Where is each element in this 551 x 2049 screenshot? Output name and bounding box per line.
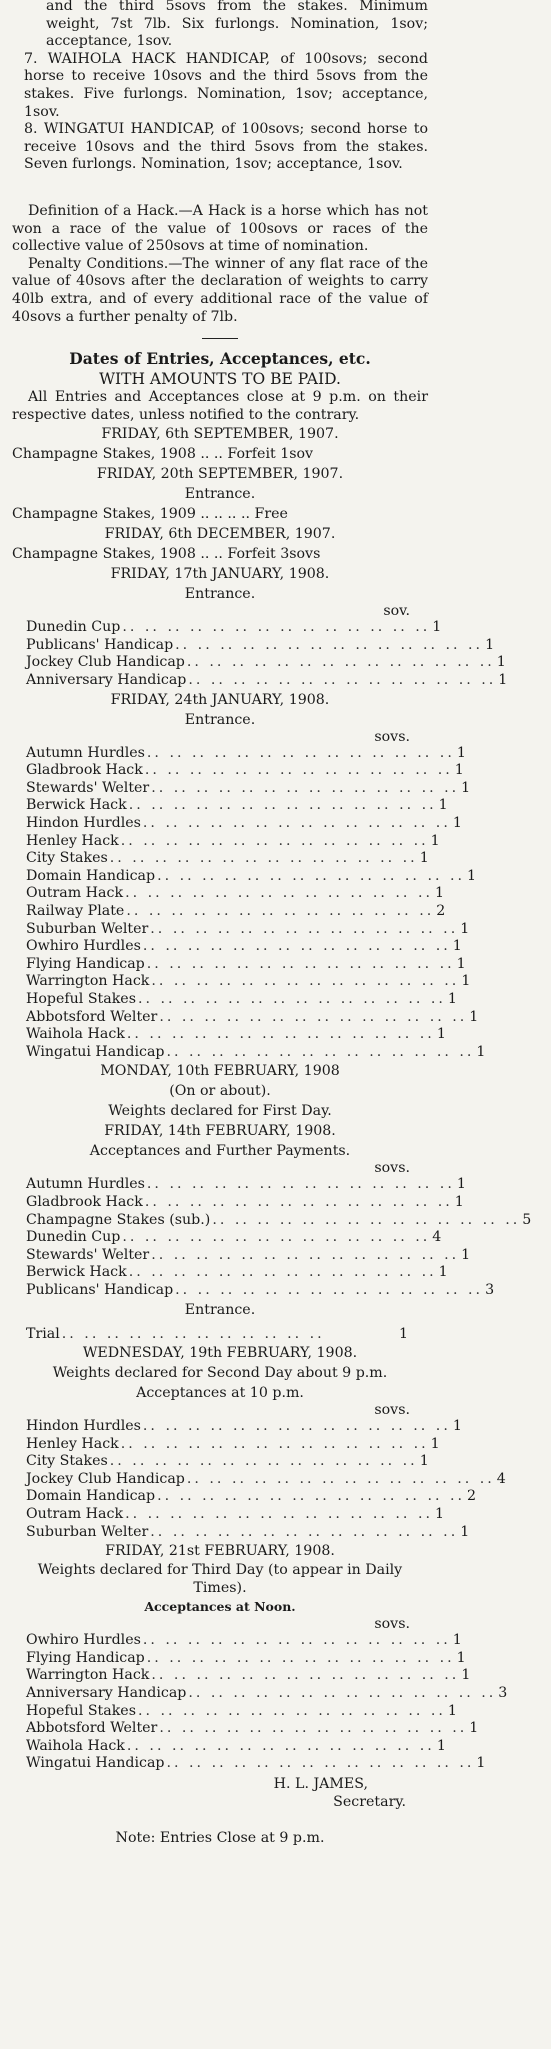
unit-label: sovs.	[374, 728, 410, 745]
race-name: Hindon Hurdles	[26, 815, 141, 832]
race-name: Flying Handicap	[26, 955, 145, 972]
race-name: Wingatui Handicap	[26, 1755, 165, 1772]
race-fee: 1	[419, 1453, 429, 1470]
race-list	[12, 1632, 508, 1773]
race-row	[12, 1506, 444, 1524]
race-name: Gladbrook Hack	[26, 762, 143, 779]
race-row	[12, 1755, 486, 1773]
leader-dots: .. .. .. .. .. .. .. .. .. .. .. .. .. ..	[159, 1720, 468, 1737]
champagne-1909-free: Champagne Stakes, 1909 .. .. .. .. Free	[12, 506, 288, 523]
leader-dots: .. .. .. .. .. .. .. .. .. .. .. .. .. ..	[142, 1632, 451, 1649]
leader-dots: .. .. .. .. .. .. .. .. .. .. .. .. .. ..	[120, 1435, 429, 1452]
race-row	[12, 815, 462, 833]
race-fee: 1	[456, 955, 466, 972]
race-row	[12, 1435, 440, 1454]
acceptances-noon: Acceptances at Noon.	[144, 1599, 296, 1615]
close-note: All Entries and Acceptances close at 9 p.m. on their respective dates, unless notified to the contrary.	[12, 389, 428, 423]
trial-row	[12, 1326, 428, 1344]
leader-dots: .. .. .. .. .. .. .. .. .. .. .. .. .. ..	[157, 1488, 465, 1505]
race-row	[12, 1702, 457, 1721]
race-row	[12, 779, 471, 798]
race-fee: 4	[496, 1470, 506, 1487]
race-name: City Stakes	[26, 1453, 108, 1470]
race-row	[12, 1667, 471, 1685]
leader-dots: .. .. .. .. .. .. .. .. .. .. .. .. .. ..	[212, 1211, 521, 1228]
race-fee: 1	[452, 1632, 462, 1649]
race-row	[12, 973, 471, 991]
race-name: Warrington Hack	[26, 973, 150, 990]
leader-dots: .. .. .. .. .. .. .. .. .. .. .. .. .. ..	[126, 1026, 435, 1043]
leader-dots: .. .. .. .. .. .. .. .. .. .. .. .. .. ..	[188, 672, 497, 689]
race-name: Owhiro Hurdles	[26, 938, 141, 955]
race-name: Flying Handicap	[26, 1649, 145, 1666]
race-row	[12, 1008, 479, 1027]
race-row	[12, 672, 508, 690]
date-21-february: FRIDAY, 21st FEBRUARY, 1908.	[105, 1543, 335, 1560]
race-fee: 5	[522, 1211, 532, 1228]
leader-dots: .. .. .. .. .. .. .. .. .. .. .. .. .. ..	[122, 1229, 431, 1246]
race-row	[12, 1176, 466, 1194]
leader-dots: .. .. .. .. .. .. .. .. .. .. .. .. .. ..	[120, 832, 429, 849]
entrance-label: Entrance.	[184, 486, 256, 503]
race-fee: 1	[430, 832, 440, 849]
entries-close-note: Note: Entries Close at 9 p.m.	[115, 1830, 325, 1846]
race-fee: 3	[498, 1685, 508, 1702]
race-fee: 1	[469, 1720, 479, 1737]
race-row	[12, 1418, 462, 1436]
race-name: Wingatui Handicap	[26, 1043, 165, 1060]
race-name: Henley Hack	[26, 832, 119, 849]
leader-dots: .. .. .. .. .. .. .. .. .. .. .. .. .. ..	[166, 1043, 475, 1060]
race-fee: 1	[434, 1506, 444, 1523]
leader-dots: .. .. .. .. .. .. .. .. .. .. .. .. .. ..	[122, 619, 431, 636]
leader-dots: .. .. .. .. .. .. .. .. .. .. .. .. .. ..	[137, 1702, 446, 1719]
entrance-label: Entrance.	[184, 711, 256, 728]
race-fee: 1	[436, 1026, 446, 1043]
leader-dots: .. .. .. .. .. .. .. .. .. .. .. .. .. ..	[188, 1685, 497, 1702]
item-6-continued: and the third 5sovs from the stakes. Minimum weight, 7st 7lb. Six furlongs. Nomination, 1sov; acceptance, 1sov.	[46, 0, 428, 50]
race-list	[12, 1418, 506, 1541]
leader-dots: .. .. .. .. .. .. .. .. .. .. .. .. .. ..	[128, 797, 437, 814]
race-row	[12, 1649, 466, 1668]
race-row	[12, 1685, 508, 1703]
race-name: Abbotsford Welter	[26, 1008, 158, 1025]
date-24-january: FRIDAY, 24th JANUARY, 1908.	[110, 691, 330, 708]
race-fee: 1	[438, 1264, 448, 1281]
entrance-label: Entrance.	[184, 1301, 256, 1318]
race-name: Warrington Hack	[26, 1667, 150, 1684]
race-fee: 1	[467, 867, 477, 884]
race-name: Anniversary Handicap	[26, 672, 187, 689]
race-fee: 1	[498, 672, 508, 689]
divider	[202, 338, 238, 339]
race-name: Dunedin Cup	[26, 1229, 121, 1246]
leader-dots: .. .. .. .. .. .. .. .. .. .. .. .. .. ..	[126, 1737, 435, 1754]
race-fee: 1	[476, 1043, 486, 1060]
race-row	[12, 867, 477, 886]
leader-dots: .. .. .. .. .. .. .. .. .. .. .. .. .. ..	[159, 1008, 468, 1025]
race-fee: 4	[432, 1229, 442, 1246]
race-name: Autumn Hurdles	[26, 744, 145, 761]
race-fee: 1	[456, 744, 466, 761]
leader-dots: .. .. .. .. .. .. .. .. .. .. .. .. .. ..	[125, 885, 433, 902]
unit-label: sov.	[383, 603, 410, 620]
secretary-name: H. L. JAMES,	[273, 1776, 368, 1792]
race-fee: 1	[419, 850, 429, 867]
race-fee: 1	[432, 619, 442, 636]
item-7: 7. WAIHOLA HACK HANDICAP, of 100sovs; second horse to receive 10sovs and the third 5sovs from the stakes. Five furlongs. Nomination, 1sov; acceptance, 1sov.	[24, 50, 428, 120]
race-fee: 1	[452, 938, 462, 955]
race-row	[12, 1488, 477, 1506]
race-row	[12, 955, 466, 974]
race-name: Hindon Hurdles	[26, 1418, 141, 1435]
race-fee: 3	[485, 1281, 495, 1298]
race-row	[12, 619, 442, 637]
leader-dots: .. .. .. .. .. .. .. .. .. .. .. .. .. ..	[151, 973, 460, 990]
race-fee: 1	[447, 990, 457, 1007]
race-row	[12, 1281, 495, 1300]
race-fee: 1	[461, 779, 471, 796]
race-row	[12, 762, 464, 780]
leader-dots: .. .. .. .. .. .. .. .. .. .. .. .. .. ..	[128, 1264, 437, 1281]
race-fee: 1	[454, 762, 464, 779]
race-fee: 2	[436, 903, 446, 919]
leader-dots: .. .. .. .. .. .. .. .. .. .. .. .. .. ..	[175, 636, 484, 653]
race-name: Domain Handicap	[26, 867, 156, 884]
race-name: Stewards' Welter	[26, 779, 150, 796]
race-row	[12, 1264, 448, 1282]
entrance-label: Entrance.	[184, 586, 256, 603]
on-or-about: (On or about).	[169, 1083, 271, 1100]
leader-dots: .. .. .. .. .. .. .. .. .. .. .. .. .. ..	[186, 654, 495, 671]
race-fee: 1	[430, 1435, 440, 1452]
race-name: City Stakes	[26, 850, 108, 867]
leader-dots: .. .. .. .. .. .. .. .. .. .. .. .. .. ..	[125, 1506, 433, 1523]
race-row	[12, 636, 495, 655]
race-list	[12, 744, 486, 1062]
leader-dots: .. .. .. .. .. .. .. .. .. .. .. .. .. ..	[109, 1453, 418, 1470]
leader-dots: .. .. .. .. .. .. .. .. .. .. .. .. .. ..	[142, 815, 451, 832]
race-name: Abbotsford Welter	[26, 1720, 158, 1737]
race-name: Henley Hack	[26, 1435, 119, 1452]
race-fee: 1	[434, 885, 444, 902]
race-fee: 1	[476, 1755, 486, 1772]
race-fee: 1	[454, 1193, 464, 1210]
race-row	[12, 1453, 428, 1471]
leader-dots: .. .. .. .. .. .. .. .. .. .. .. .. .. ..	[186, 1470, 495, 1487]
leader-dots: .. .. .. .. .. .. .. .. .. .. .. .. .. ..	[151, 779, 460, 796]
race-fee: 1	[456, 1649, 466, 1666]
race-fee: 1	[460, 920, 470, 937]
race-row	[12, 938, 462, 956]
weights-second-day: Weights declared for Second Day about 9 p.m.	[52, 1365, 388, 1382]
race-row	[12, 1193, 464, 1212]
race-row	[12, 850, 428, 868]
race-name: Hopeful Stakes	[26, 1702, 136, 1719]
race-fee: 1	[485, 636, 495, 653]
race-fee: 1	[469, 1008, 479, 1025]
race-name: Outram Hack	[26, 1506, 124, 1523]
leader-dots: .. .. .. .. .. .. .. .. .. .. .. .. .. ..	[151, 1246, 460, 1263]
leader-dots: .. .. .. .. .. .. .. .. .. .. .. .. .. ..	[166, 1755, 475, 1772]
race-row	[12, 1026, 446, 1044]
race-fee: 1	[461, 1246, 471, 1263]
race-fee: 1	[456, 1176, 466, 1193]
race-row	[12, 903, 446, 921]
race-row	[12, 990, 457, 1009]
race-fee: 1	[452, 1418, 462, 1435]
unit-label: sovs.	[374, 1616, 410, 1633]
race-fee: 1	[438, 797, 448, 814]
race-name: Dunedin Cup	[26, 619, 121, 636]
date-6-september: FRIDAY, 6th SEPTEMBER, 1907.	[101, 426, 339, 443]
race-name: Waihola Hack	[26, 1026, 125, 1043]
penalty-conditions: Penalty Conditions.—The winner of any flat race of the value of 40sovs after the declaration of weights to carry 40lb extra, and of every additional race of the value of 40sovs a further penalty of 7lb.	[12, 255, 428, 325]
race-name: Suburban Welter	[26, 1523, 149, 1540]
race-name: Jockey Club Handicap	[26, 1470, 185, 1487]
champagne-1908-forfeit: Champagne Stakes, 1908 .. .. Forfeit 1sov	[12, 446, 314, 463]
leader-dots: .. .. .. .. .. .. .. .. .. .. .. .. .. ..	[144, 1193, 453, 1210]
race-row	[12, 1043, 486, 1062]
race-name: Publicans' Handicap	[26, 636, 174, 653]
date-19-february: WEDNESDAY, 19th FEBRUARY, 1908.	[82, 1345, 358, 1362]
race-row	[12, 654, 506, 672]
race-name: Gladbrook Hack	[26, 1193, 143, 1210]
race-row	[12, 1211, 532, 1230]
date-10-february: MONDAY, 10th FEBRUARY, 1908	[100, 1063, 340, 1080]
item-8: 8. WINGATUI HANDICAP, of 100sovs; second horse to receive 10sovs and the third 5sovs from the stakes. Seven furlongs. Nomination, 1sov; acceptance, 1sov.	[24, 121, 428, 173]
race-row	[12, 920, 470, 939]
race-row	[12, 797, 448, 815]
race-name: Publicans' Handicap	[26, 1281, 174, 1298]
weights-third-day: Weights declared for Third Day (to appear in Daily Times).	[37, 1562, 403, 1597]
race-row	[12, 744, 466, 763]
race-row	[12, 1632, 462, 1650]
race-name: Hopeful Stakes	[26, 990, 136, 1007]
date-20-september: FRIDAY, 20th SEPTEMBER, 1907.	[96, 466, 344, 483]
leader-dots: .. .. .. .. .. .. .. .. .. .. .. .. .. ..	[146, 1649, 455, 1666]
leader-dots: .. .. .. .. .. .. .. .. .. .. .. .. .. ..	[126, 903, 435, 919]
leader-dots: .. .. .. .. .. .. .. .. .. .. .. .. .. ..	[144, 762, 453, 779]
leader-dots: .. .. .. .. .. .. .. .. .. .. .. .. .. ..	[146, 1176, 455, 1193]
amounts-heading: WITH AMOUNTS TO BE PAID.	[99, 370, 341, 389]
hack-definition: Definition of a Hack.—A Hack is a horse which has not won a race of the value of 100sovs or races of the collective value of 250sovs at time of nomination.	[12, 202, 428, 255]
race-name: Berwick Hack	[26, 797, 127, 814]
unit-label: sovs.	[374, 1402, 410, 1419]
leader-dots: .. .. .. .. .. .. .. .. .. .. .. .. .. ..	[109, 850, 418, 867]
weights-first-day: Weights declared for First Day.	[108, 1103, 332, 1120]
race-fee: 2	[467, 1488, 477, 1505]
leader-dots: .. .. .. .. .. .. .. .. .. .. .. .. .. ..	[146, 744, 455, 761]
unit-label: sovs.	[374, 1160, 410, 1177]
race-fee: 1	[461, 1667, 471, 1684]
race-name: Railway Plate	[26, 903, 125, 919]
race-fee: 1	[496, 654, 506, 671]
leader-dots: .. .. .. .. .. .. .. .. .. .. .. .. .. ..	[137, 990, 446, 1007]
race-name: Outram Hack	[26, 885, 124, 902]
date-17-january: FRIDAY, 17th JANUARY, 1908.	[110, 566, 330, 583]
leader-dots: .. .. .. .. .. .. .. .. .. .. .. .. .. ..	[157, 867, 465, 884]
race-row	[12, 1737, 446, 1756]
race-name: Waihola Hack	[26, 1737, 125, 1754]
race-name: Champagne Stakes (sub.)	[26, 1211, 211, 1228]
race-row	[12, 832, 440, 851]
dates-heading: Dates of Entries, Acceptances, etc.	[69, 349, 371, 369]
race-name: Trial	[26, 1325, 60, 1342]
race-name: Jockey Club Handicap	[26, 654, 185, 671]
leader-dots: .. .. .. .. .. .. .. .. .. .. .. ..	[61, 1325, 325, 1342]
race-row	[12, 1246, 471, 1265]
acceptances-10pm: Acceptances at 10 p.m.	[136, 1385, 304, 1402]
race-fee: 1	[447, 1702, 457, 1719]
race-name: Anniversary Handicap	[26, 1685, 187, 1702]
race-fee: 1	[398, 1325, 408, 1342]
race-row	[12, 1470, 506, 1489]
leader-dots: .. .. .. .. .. .. .. .. .. .. .. .. .. ..	[150, 920, 459, 937]
date-6-december: FRIDAY, 6th DECEMBER, 1907.	[104, 526, 336, 543]
date-14-february: FRIDAY, 14th FEBRUARY, 1908.	[104, 1123, 336, 1140]
race-row	[12, 885, 444, 903]
race-list	[12, 619, 508, 689]
race-name: Suburban Welter	[26, 920, 149, 937]
race-name: Owhiro Hurdles	[26, 1632, 141, 1649]
race-row	[12, 1720, 479, 1738]
race-name: Autumn Hurdles	[26, 1176, 145, 1193]
race-row	[12, 1523, 470, 1542]
race-name: Domain Handicap	[26, 1488, 156, 1505]
leader-dots: .. .. .. .. .. .. .. .. .. .. .. .. .. ..	[175, 1281, 484, 1298]
leader-dots: .. .. .. .. .. .. .. .. .. .. .. .. .. ..	[151, 1667, 460, 1684]
race-row	[12, 1229, 442, 1247]
race-name: Stewards' Welter	[26, 1246, 150, 1263]
acceptances-further-payments: Acceptances and Further Payments.	[89, 1143, 351, 1160]
race-fee: 1	[461, 973, 471, 990]
leader-dots: .. .. .. .. .. .. .. .. .. .. .. .. .. ..	[146, 955, 455, 972]
champagne-1908-forfeit-3: Champagne Stakes, 1908 .. .. Forfeit 3sovs	[12, 546, 321, 563]
race-list	[12, 1176, 532, 1299]
race-fee: 1	[460, 1523, 470, 1540]
leader-dots: .. .. .. .. .. .. .. .. .. .. .. .. .. ..	[142, 1418, 451, 1435]
race-fee: 1	[436, 1737, 446, 1754]
leader-dots: .. .. .. .. .. .. .. .. .. .. .. .. .. ..	[150, 1523, 459, 1540]
race-name: Berwick Hack	[26, 1264, 127, 1281]
secretary-title: Secretary.	[333, 1794, 406, 1810]
race-fee: 1	[452, 815, 462, 832]
leader-dots: .. .. .. .. .. .. .. .. .. .. .. .. .. ..	[142, 938, 451, 955]
